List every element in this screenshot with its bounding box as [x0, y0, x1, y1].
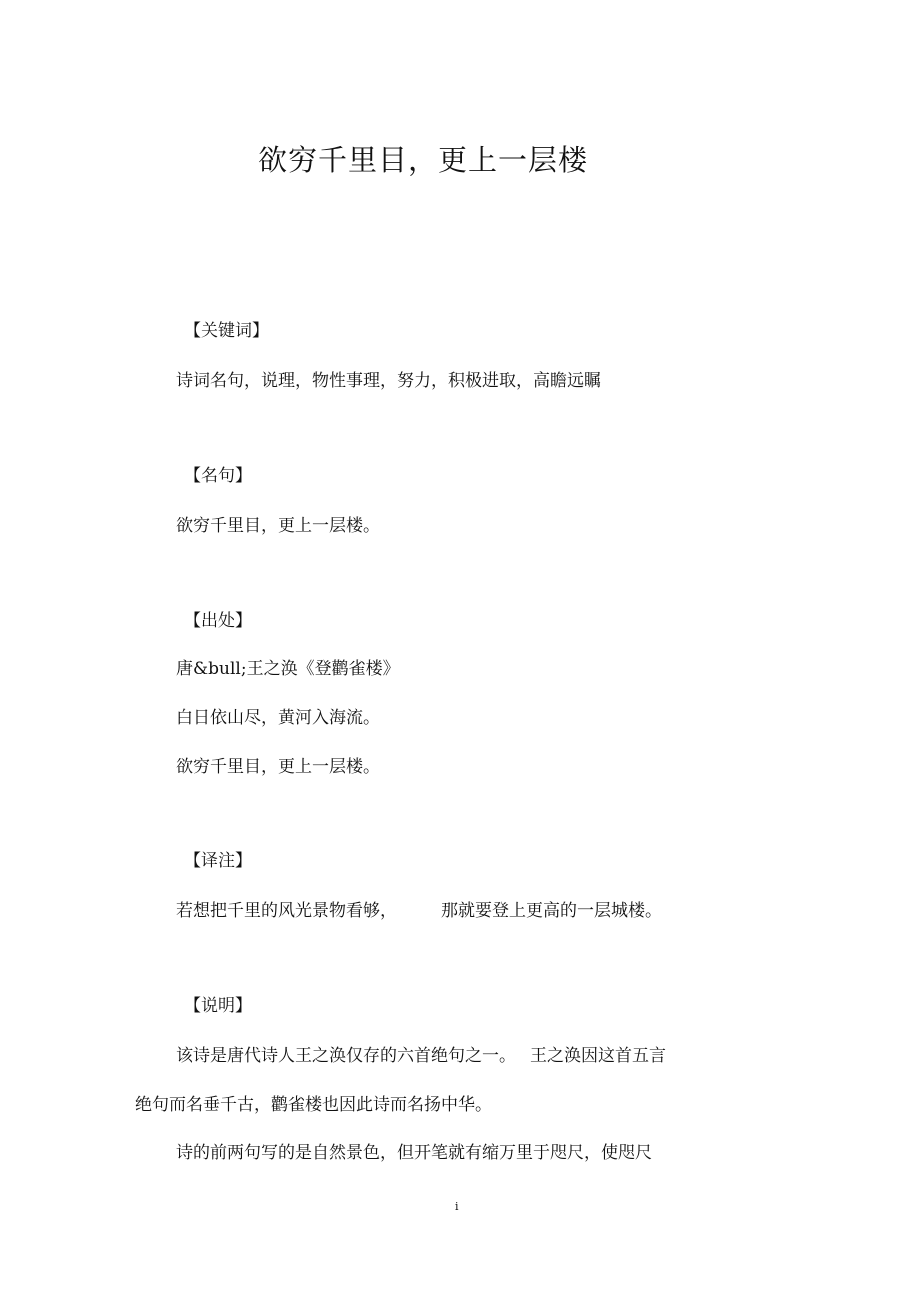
keywords-text: 诗词名句，说理，物性事理，努力，积极进取，高瞻远瞩 — [176, 371, 601, 391]
famous-line-text: 欲穷千里目，更上一层楼。 — [176, 516, 380, 536]
annotation-heading: 【译注】 — [184, 851, 252, 871]
source-heading: 【出处】 — [184, 611, 252, 631]
annotation-part-1: 若想把千里的风光景物看够， — [176, 901, 397, 921]
annotation-part-2: 那就要登上更高的一层城楼。 — [441, 901, 662, 921]
page-number: i — [455, 1200, 459, 1213]
source-line: 唐&bull;王之涣《登鹳雀楼》 — [176, 659, 400, 679]
famous-line-heading: 【名句】 — [184, 466, 252, 486]
explanation-paragraph-1 — [176, 1045, 666, 1067]
explanation-p1-part-2: 王之涣因这首五言 — [530, 1046, 666, 1066]
poem-line-1: 白日依山尽，黄河入海流。 — [176, 708, 380, 728]
explanation-paragraph-2: 诗的前两句写的是自然景色，但开笔就有缩万里于咫尺，使咫尺 — [176, 1143, 652, 1163]
keywords-heading: 【关键词】 — [184, 321, 269, 341]
document-title: 欲穷千里目，更上一层楼 — [258, 143, 589, 177]
explanation-heading: 【说明】 — [184, 996, 252, 1016]
poem-line-2: 欲穷千里目，更上一层楼。 — [176, 757, 380, 777]
annotation-text — [176, 900, 662, 922]
explanation-p1-part-1: 该诗是唐代诗人王之涣仅存的六首绝句之一。 — [176, 1046, 516, 1066]
explanation-paragraph-1-cont: 绝句而名垂千古，鹳雀楼也因此诗而名扬中华。 — [135, 1095, 492, 1115]
